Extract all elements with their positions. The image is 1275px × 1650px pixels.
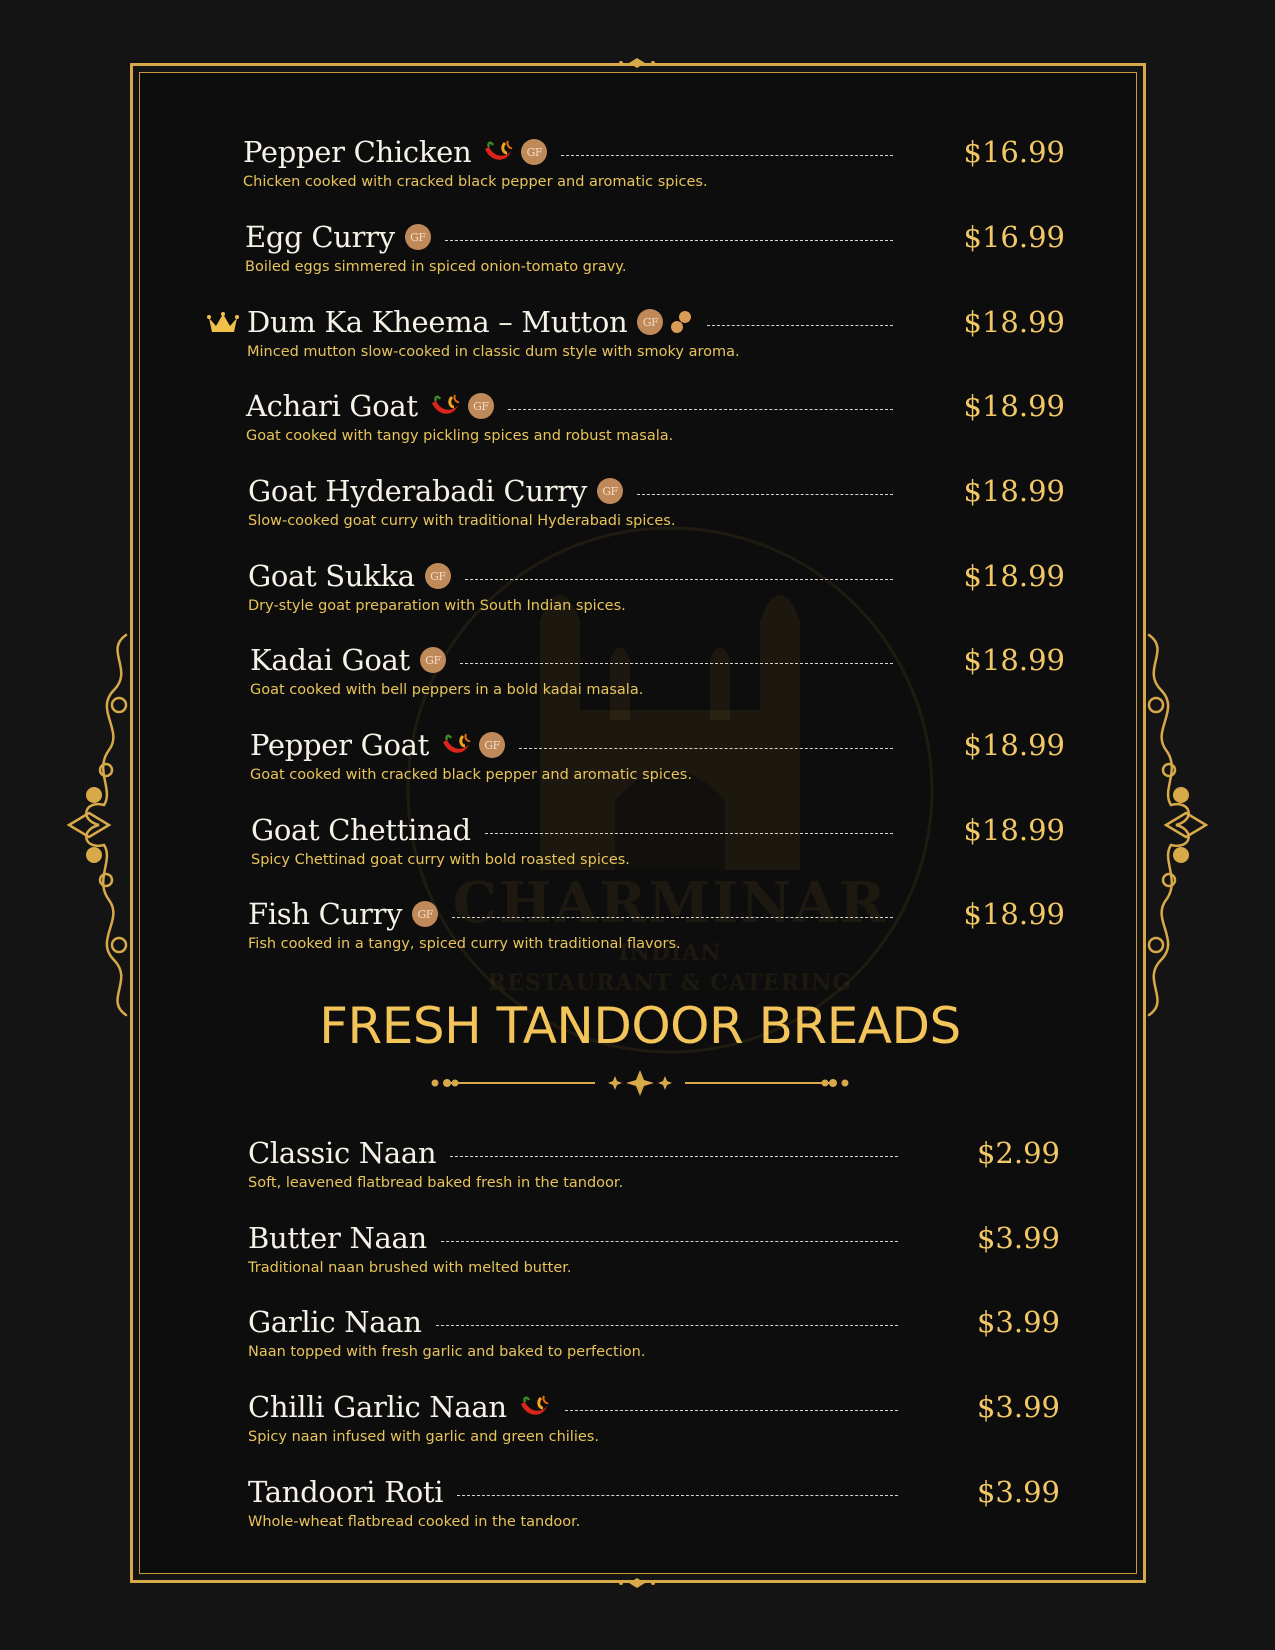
item-name: Goat Chettinad [251,813,471,847]
item-description: Fish cooked in a tangy, spiced curry with traditional flavors. [248,936,681,952]
bottom-ornament-icon [617,1577,657,1589]
item-price: $18.99 [963,643,1065,677]
dotted-leader [450,1156,898,1157]
menu-item [0,894,1275,978]
item-price: $16.99 [963,220,1065,254]
watermark-line1: INDIAN [618,940,722,966]
chili-icon [439,732,473,758]
menu-item [0,1218,1275,1302]
gluten-free-badge: GF [521,139,547,165]
menu-item [0,1302,1275,1386]
item-description: Goat cooked with bell peppers in a bold kadai masala. [250,682,644,698]
dotted-leader [561,155,893,156]
item-description: Spicy Chettinad goat curry with bold roasted spices. [251,852,630,868]
dotted-leader [445,240,893,241]
menu-item [0,640,1275,724]
item-price: $3.99 [976,1475,1060,1509]
dotted-leader [508,409,893,410]
chili-icon [428,393,462,419]
dotted-leader [565,1410,898,1411]
item-name: Egg Curry [245,220,395,254]
item-name: Pepper Chicken [243,135,472,169]
gluten-free-badge: GF [637,309,663,335]
item-name: Goat Sukka [248,559,415,593]
item-description: Traditional naan brushed with melted butter. [248,1260,572,1276]
peanut-icon [669,309,693,335]
menu-item [0,1133,1275,1217]
chili-icon [481,139,515,165]
dotted-leader [465,579,893,580]
item-price: $2.99 [976,1136,1060,1170]
item-description: Dry-style goat preparation with South Indian spices. [248,598,626,614]
item-price: $3.99 [976,1390,1060,1424]
dotted-leader [637,494,893,495]
item-price: $18.99 [963,559,1065,593]
item-name: Butter Naan [248,1221,427,1255]
item-description: Naan topped with fresh garlic and baked to perfection. [248,1344,646,1360]
item-name: Classic Naan [248,1136,437,1170]
top-ornament-icon [617,57,657,69]
menu-item [0,132,1275,216]
item-name: Dum Ka Kheema – Mutton [247,305,628,339]
menu-item [0,302,1275,386]
menu-item [0,386,1275,470]
dotted-leader [441,1241,898,1242]
item-price: $3.99 [976,1221,1060,1255]
dotted-leader [452,917,893,918]
menu-item [0,471,1275,555]
gluten-free-badge: GF [479,732,505,758]
gluten-free-badge: GF [405,224,431,250]
item-description: Slow-cooked goat curry with traditional Hyderabadi spices. [248,513,676,529]
watermark-name: CHARMINAR [452,870,888,936]
section-title: FRESH TANDOOR BREADS [319,997,961,1055]
item-description: Whole-wheat flatbread cooked in the tandoor. [248,1514,581,1530]
watermark-line2: RESTAURANT & CATERING [487,970,853,996]
menu-item [0,1387,1275,1471]
dotted-leader [460,663,893,664]
item-price: $18.99 [963,305,1065,339]
menu-item [0,1472,1275,1556]
menu-item [0,725,1275,809]
item-price: $18.99 [963,389,1065,423]
item-description: Goat cooked with cracked black pepper and aromatic spices. [250,767,692,783]
item-price: $18.99 [963,813,1065,847]
item-price: $18.99 [963,474,1065,508]
item-name: Garlic Naan [248,1305,422,1339]
item-price: $18.99 [963,728,1065,762]
item-price: $18.99 [963,897,1065,931]
item-name: Tandoori Roti [248,1475,444,1509]
item-name: Fish Curry [248,897,403,931]
gluten-free-badge: GF [412,901,438,927]
menu-item [0,556,1275,640]
menu-item [0,810,1275,894]
item-name: Kadai Goat [250,643,410,677]
item-name: Pepper Goat [250,728,430,762]
item-price: $3.99 [976,1305,1060,1339]
dotted-leader [707,325,893,326]
gluten-free-badge: GF [425,563,451,589]
item-name: Goat Hyderabadi Curry [248,474,587,508]
item-description: Minced mutton slow-cooked in classic dum style with smoky aroma. [247,344,740,360]
dotted-leader [519,748,893,749]
gluten-free-badge: GF [420,647,446,673]
dotted-leader [485,833,893,834]
dotted-leader [457,1495,898,1496]
item-description: Boiled eggs simmered in spiced onion-tomato gravy. [245,259,627,275]
item-description: Goat cooked with tangy pickling spices and robust masala. [246,428,674,444]
gluten-free-badge: GF [597,478,623,504]
item-name: Chilli Garlic Naan [248,1390,507,1424]
menu-item [0,217,1275,301]
ornamental-divider-icon [425,1068,855,1098]
gluten-free-badge: GF [468,393,494,419]
item-description: Chicken cooked with cracked black pepper and aromatic spices. [243,174,708,190]
dotted-leader [436,1325,898,1326]
item-description: Spicy naan infused with garlic and green chilies. [248,1429,599,1445]
crown-icon [207,312,239,334]
item-name: Achari Goat [246,389,418,423]
item-price: $16.99 [963,135,1065,169]
chili-icon [517,1394,551,1420]
item-description: Soft, leavened flatbread baked fresh in the tandoor. [248,1175,624,1191]
